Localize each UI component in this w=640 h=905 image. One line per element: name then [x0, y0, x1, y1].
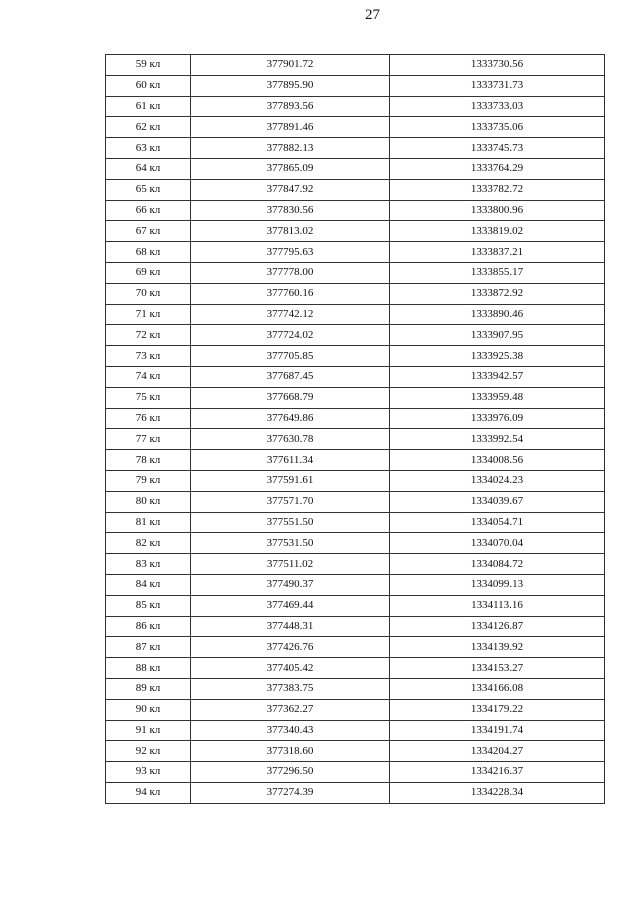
table-row [106, 450, 605, 471]
table-row [106, 470, 605, 491]
point-label-cell: 63 кл [106, 138, 191, 159]
x-coordinate-cell: 377426.76 [191, 637, 390, 658]
point-label-cell: 94 кл [106, 782, 191, 803]
y-coordinate-cell: 1334113.16 [390, 595, 605, 616]
table-row [106, 75, 605, 96]
x-coordinate-cell: 377630.78 [191, 429, 390, 450]
y-coordinate-cell: 1334166.08 [390, 678, 605, 699]
table-row [106, 55, 605, 76]
point-label-cell: 60 кл [106, 75, 191, 96]
x-coordinate-cell: 377571.70 [191, 491, 390, 512]
point-label-cell: 67 кл [106, 221, 191, 242]
x-coordinate-cell: 377318.60 [191, 741, 390, 762]
point-label-cell: 64 кл [106, 158, 191, 179]
x-coordinate-cell: 377340.43 [191, 720, 390, 741]
point-label-cell: 90 кл [106, 699, 191, 720]
table-row [106, 262, 605, 283]
y-coordinate-cell: 1334126.87 [390, 616, 605, 637]
y-coordinate-cell: 1333855.17 [390, 262, 605, 283]
table-row [106, 200, 605, 221]
table-row [106, 637, 605, 658]
x-coordinate-cell: 377895.90 [191, 75, 390, 96]
point-label-cell: 83 кл [106, 554, 191, 575]
point-label-cell: 69 кл [106, 262, 191, 283]
y-coordinate-cell: 1333907.95 [390, 325, 605, 346]
table-row [106, 741, 605, 762]
x-coordinate-cell: 377668.79 [191, 387, 390, 408]
x-coordinate-cell: 377469.44 [191, 595, 390, 616]
table-row [106, 221, 605, 242]
point-label-cell: 71 кл [106, 304, 191, 325]
x-coordinate-cell: 377383.75 [191, 678, 390, 699]
y-coordinate-cell: 1334039.67 [390, 491, 605, 512]
table-row [106, 325, 605, 346]
x-coordinate-cell: 377893.56 [191, 96, 390, 117]
point-label-cell: 70 кл [106, 283, 191, 304]
table-row [106, 491, 605, 512]
table-row [106, 117, 605, 138]
point-label-cell: 92 кл [106, 741, 191, 762]
x-coordinate-cell: 377405.42 [191, 658, 390, 679]
point-label-cell: 82 кл [106, 533, 191, 554]
y-coordinate-cell: 1334228.34 [390, 782, 605, 803]
table-row [106, 699, 605, 720]
x-coordinate-cell: 377795.63 [191, 242, 390, 263]
x-coordinate-cell: 377813.02 [191, 221, 390, 242]
point-label-cell: 81 кл [106, 512, 191, 533]
table-row [106, 595, 605, 616]
x-coordinate-cell: 377742.12 [191, 304, 390, 325]
y-coordinate-cell: 1334153.27 [390, 658, 605, 679]
x-coordinate-cell: 377687.45 [191, 366, 390, 387]
y-coordinate-cell: 1333925.38 [390, 346, 605, 367]
table-row [106, 242, 605, 263]
point-label-cell: 65 кл [106, 179, 191, 200]
x-coordinate-cell: 377490.37 [191, 574, 390, 595]
table-row [106, 762, 605, 783]
point-label-cell: 85 кл [106, 595, 191, 616]
x-coordinate-cell: 377649.86 [191, 408, 390, 429]
table-row [106, 533, 605, 554]
y-coordinate-cell: 1333745.73 [390, 138, 605, 159]
x-coordinate-cell: 377705.85 [191, 346, 390, 367]
y-coordinate-cell: 1333976.09 [390, 408, 605, 429]
x-coordinate-cell: 377891.46 [191, 117, 390, 138]
point-label-cell: 78 кл [106, 450, 191, 471]
point-label-cell: 88 кл [106, 658, 191, 679]
y-coordinate-cell: 1333819.02 [390, 221, 605, 242]
coordinates-table-body [106, 55, 605, 804]
table-row [106, 179, 605, 200]
y-coordinate-cell: 1334070.04 [390, 533, 605, 554]
y-coordinate-cell: 1333800.96 [390, 200, 605, 221]
x-coordinate-cell: 377901.72 [191, 55, 390, 76]
x-coordinate-cell: 377760.16 [191, 283, 390, 304]
table-row [106, 429, 605, 450]
x-coordinate-cell: 377882.13 [191, 138, 390, 159]
y-coordinate-cell: 1333942.57 [390, 366, 605, 387]
point-label-cell: 59 кл [106, 55, 191, 76]
point-label-cell: 68 кл [106, 242, 191, 263]
point-label-cell: 87 кл [106, 637, 191, 658]
table-row [106, 366, 605, 387]
y-coordinate-cell: 1334099.13 [390, 574, 605, 595]
x-coordinate-cell: 377591.61 [191, 470, 390, 491]
table-row [106, 512, 605, 533]
x-coordinate-cell: 377778.00 [191, 262, 390, 283]
y-coordinate-cell: 1333959.48 [390, 387, 605, 408]
x-coordinate-cell: 377362.27 [191, 699, 390, 720]
y-coordinate-cell: 1334054.71 [390, 512, 605, 533]
x-coordinate-cell: 377724.02 [191, 325, 390, 346]
y-coordinate-cell: 1333782.72 [390, 179, 605, 200]
y-coordinate-cell: 1334084.72 [390, 554, 605, 575]
table-row [106, 96, 605, 117]
table-row [106, 720, 605, 741]
y-coordinate-cell: 1334008.56 [390, 450, 605, 471]
x-coordinate-cell: 377511.02 [191, 554, 390, 575]
y-coordinate-cell: 1333890.46 [390, 304, 605, 325]
point-label-cell: 73 кл [106, 346, 191, 367]
y-coordinate-cell: 1333730.56 [390, 55, 605, 76]
y-coordinate-cell: 1333992.54 [390, 429, 605, 450]
y-coordinate-cell: 1334204.27 [390, 741, 605, 762]
table-row [106, 283, 605, 304]
x-coordinate-cell: 377448.31 [191, 616, 390, 637]
x-coordinate-cell: 377847.92 [191, 179, 390, 200]
point-label-cell: 61 кл [106, 96, 191, 117]
x-coordinate-cell: 377274.39 [191, 782, 390, 803]
y-coordinate-cell: 1334024.23 [390, 470, 605, 491]
y-coordinate-cell: 1334139.92 [390, 637, 605, 658]
y-coordinate-cell: 1333872.92 [390, 283, 605, 304]
y-coordinate-cell: 1333764.29 [390, 158, 605, 179]
point-label-cell: 74 кл [106, 366, 191, 387]
point-label-cell: 84 кл [106, 574, 191, 595]
point-label-cell: 72 кл [106, 325, 191, 346]
table-row [106, 304, 605, 325]
x-coordinate-cell: 377830.56 [191, 200, 390, 221]
coordinates-table [105, 54, 605, 804]
table-row [106, 408, 605, 429]
table-row [106, 678, 605, 699]
point-label-cell: 75 кл [106, 387, 191, 408]
x-coordinate-cell: 377611.34 [191, 450, 390, 471]
x-coordinate-cell: 377296.50 [191, 762, 390, 783]
table-row [106, 574, 605, 595]
x-coordinate-cell: 377551.50 [191, 512, 390, 533]
y-coordinate-cell: 1334191.74 [390, 720, 605, 741]
y-coordinate-cell: 1334179.22 [390, 699, 605, 720]
point-label-cell: 77 кл [106, 429, 191, 450]
table-row [106, 782, 605, 803]
page-number: 27 [365, 7, 380, 23]
point-label-cell: 62 кл [106, 117, 191, 138]
point-label-cell: 86 кл [106, 616, 191, 637]
x-coordinate-cell: 377865.09 [191, 158, 390, 179]
point-label-cell: 80 кл [106, 491, 191, 512]
point-label-cell: 66 кл [106, 200, 191, 221]
point-label-cell: 91 кл [106, 720, 191, 741]
y-coordinate-cell: 1333837.21 [390, 242, 605, 263]
table-row [106, 554, 605, 575]
table-row [106, 138, 605, 159]
y-coordinate-cell: 1333731.73 [390, 75, 605, 96]
point-label-cell: 76 кл [106, 408, 191, 429]
point-label-cell: 89 кл [106, 678, 191, 699]
table-row [106, 387, 605, 408]
y-coordinate-cell: 1334216.37 [390, 762, 605, 783]
point-label-cell: 79 кл [106, 470, 191, 491]
table-row [106, 658, 605, 679]
table-row [106, 158, 605, 179]
y-coordinate-cell: 1333735.06 [390, 117, 605, 138]
y-coordinate-cell: 1333733.03 [390, 96, 605, 117]
table-row [106, 616, 605, 637]
point-label-cell: 93 кл [106, 762, 191, 783]
x-coordinate-cell: 377531.50 [191, 533, 390, 554]
table-row [106, 346, 605, 367]
